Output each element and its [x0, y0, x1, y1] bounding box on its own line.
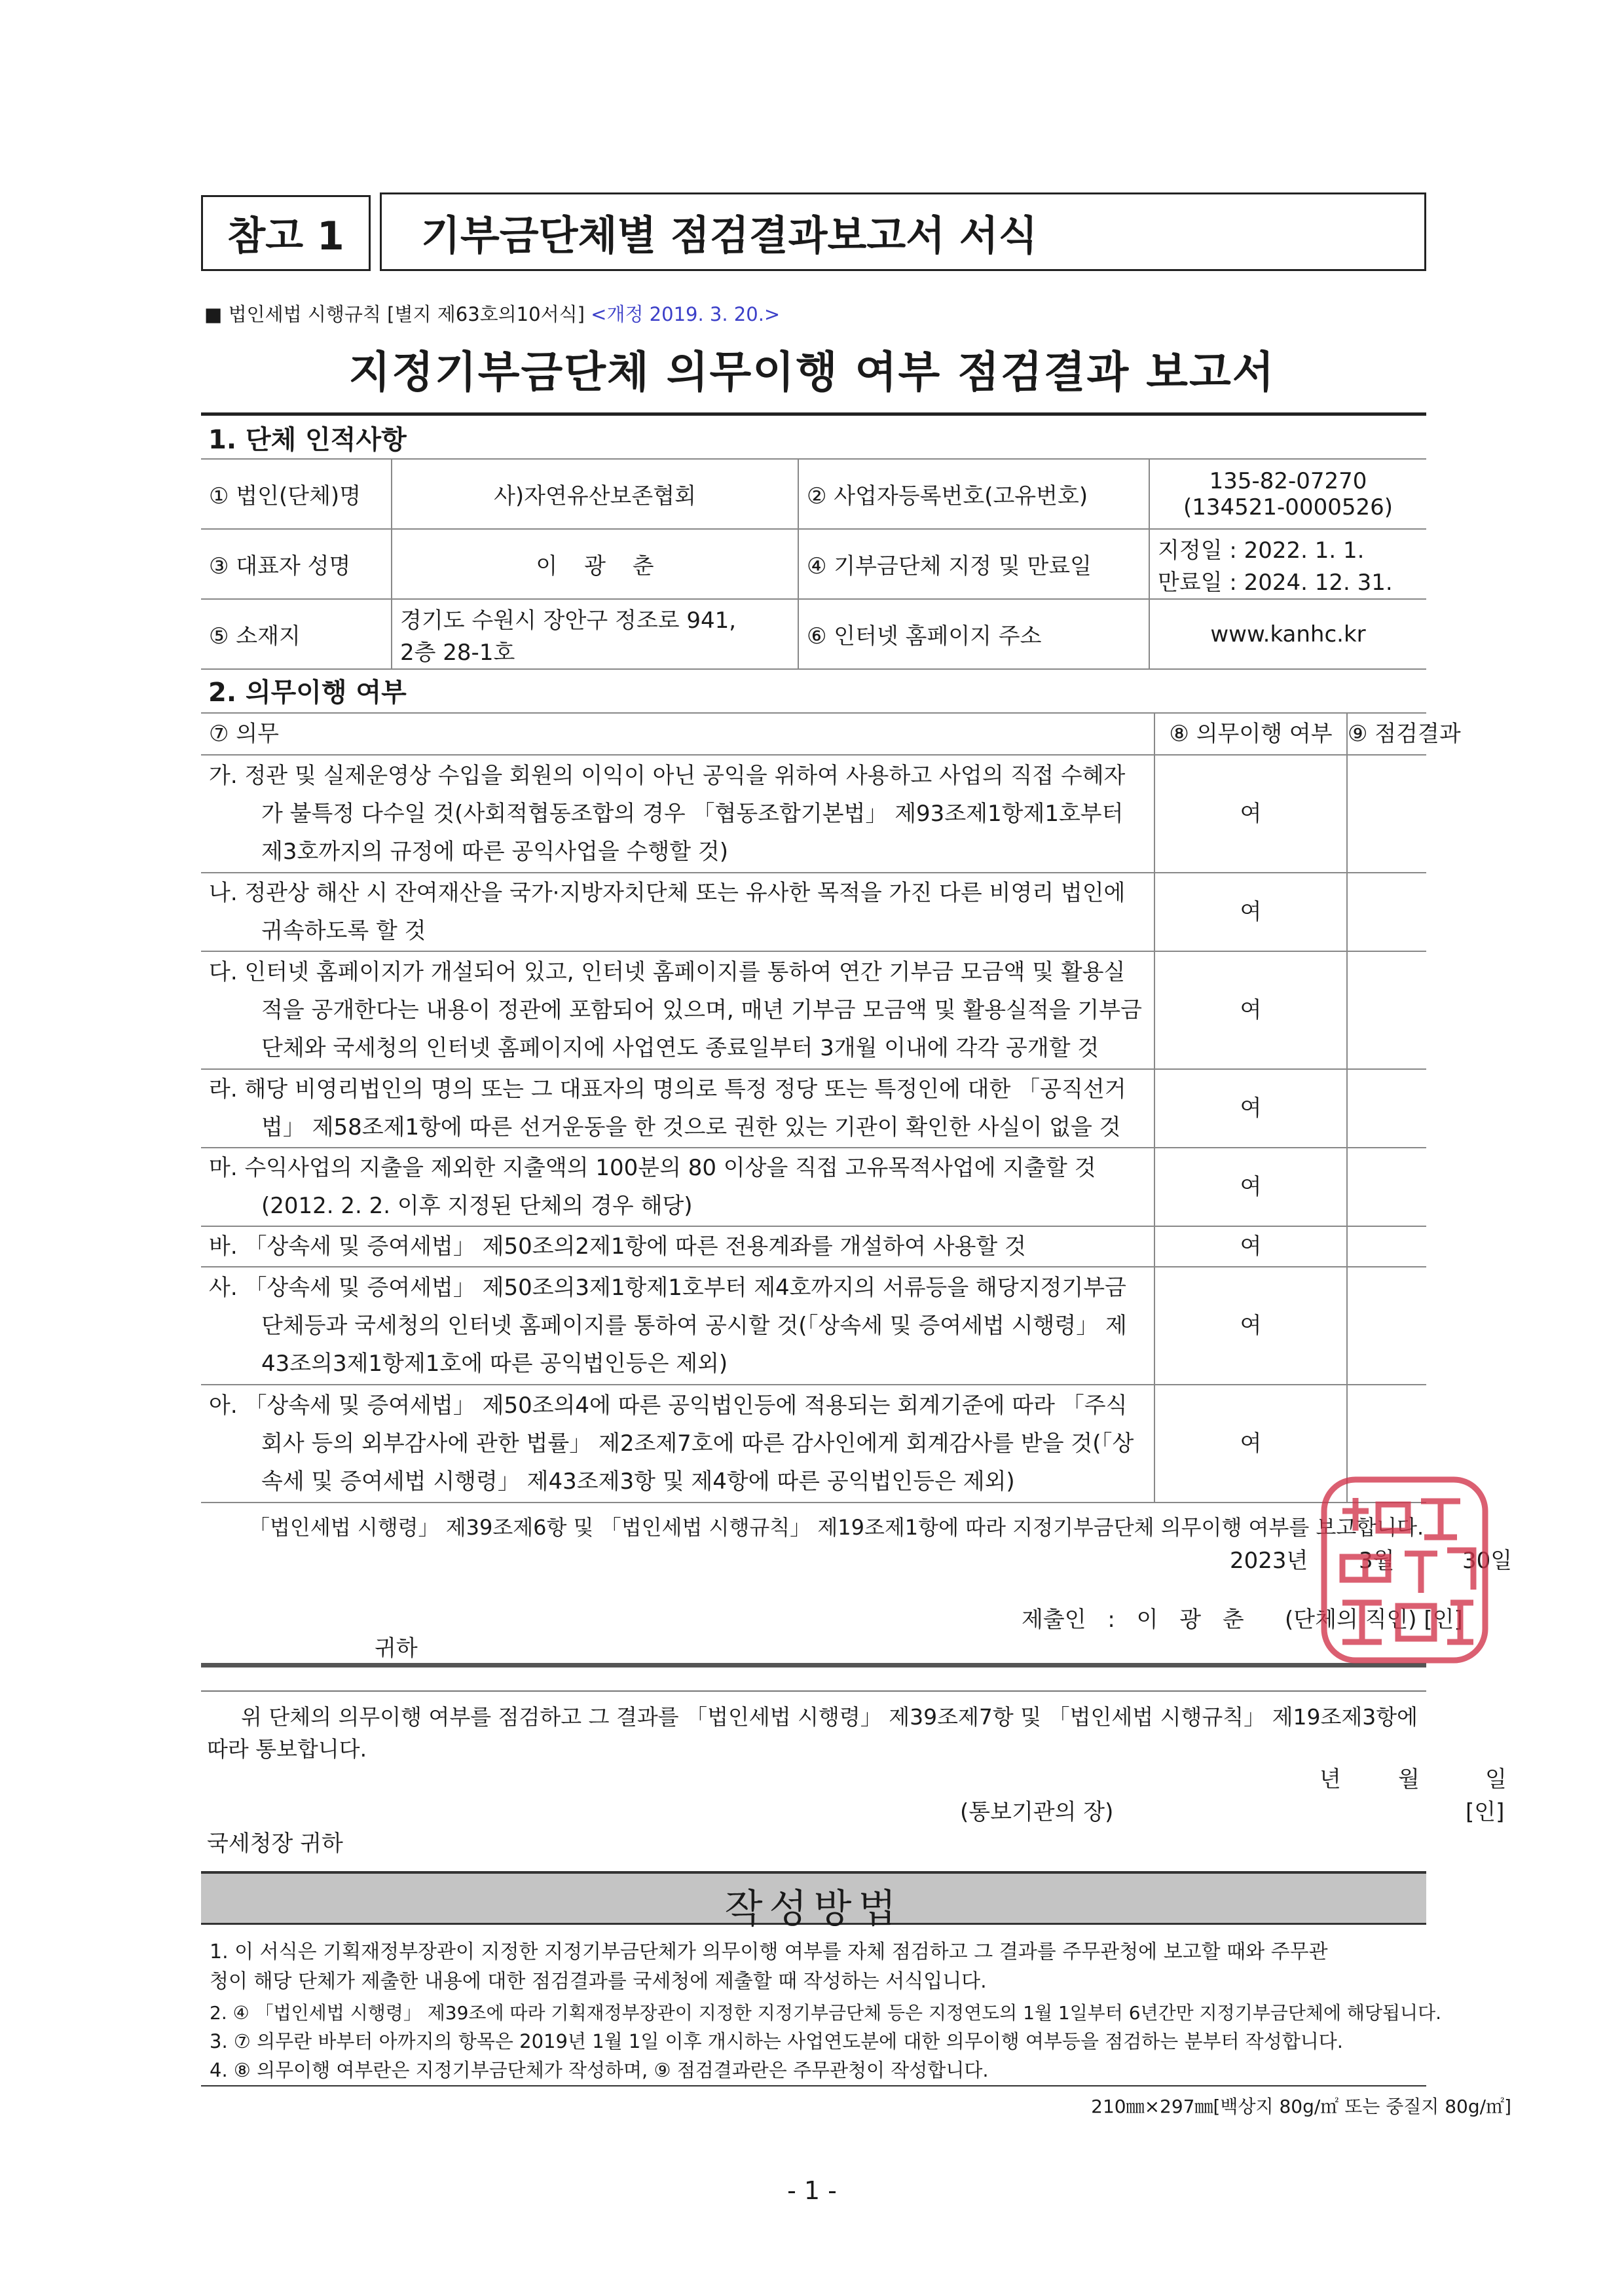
reference-label: 참고 1 [201, 195, 371, 271]
duty-result [1347, 755, 1426, 873]
notice-addressee: 국세청장 귀하 [207, 1831, 343, 1857]
duty-result [1347, 1226, 1426, 1267]
method-note: 청이 해당 단체가 제출한 내용에 대한 점검결과를 국세청에 제출할 때 작성하는 서식입니다. [210, 1970, 987, 1993]
official-seal-stamp [1316, 1472, 1493, 1668]
duty-result [1347, 951, 1426, 1069]
duty-text: 아. 「상속세 및 증여세법」 제50조의4에 따른 공익법인등에 적용되는 회계기준에 따라 「주식회사 등의 외부감사에 관한 법률」 제2조제7호에 따른 감사인에게 회계감사를 받을 것(「상속세 및 증여세법 시행령」 제43조제3항 및 제4항에 따른 공익법인등은 제외) [201, 1385, 1154, 1503]
duty-row [201, 1267, 1426, 1385]
info-table [201, 458, 1426, 670]
address-line1: 경기도 수원시 장안구 정조로 941, [400, 607, 737, 634]
status-column-header: ⑧ 의무이행 여부 [1154, 713, 1347, 755]
homepage-value: www.kanhc.kr [1149, 599, 1426, 669]
notice-day: 일 [1485, 1766, 1507, 1793]
duty-text: 나. 정관상 해산 시 잔여재산을 국가·지방자치단체 또는 유사한 목적을 가진 다른 비영리 법인에 귀속하도록 할 것 [201, 873, 1154, 951]
result-column-header: ⑨ 점검결과 [1347, 713, 1426, 755]
page-number: - 1 - [787, 2176, 837, 2205]
duty-status: 여 [1154, 1385, 1347, 1503]
duty-header-row [201, 713, 1426, 755]
business-number-label: ② 사업자등록번호(고유번호) [798, 459, 1149, 529]
duty-status: 여 [1154, 1267, 1347, 1385]
report-month: 3월 [1359, 1548, 1395, 1574]
notice-line2: 따라 통보합니다. [207, 1736, 367, 1762]
representative-value: 이 광 춘 [392, 529, 798, 599]
business-number: 135-82-07270 [1209, 467, 1367, 494]
duty-column-header: ⑦ 의무 [201, 713, 1154, 755]
duty-text: 다. 인터넷 홈페이지가 개설되어 있고, 인터넷 홈페이지를 통하여 연간 기부금 모금액 및 활용실적을 공개한다는 내용이 정관에 포함되어 있으며, 매년 기부금 모금액 및 활용실적을 기부금단체와 국세청의 인터넷 홈페이지에 사업연도 종료일부터 3개월 이내에 각각 공개할 것 [201, 951, 1154, 1069]
business-number-value [1149, 459, 1426, 529]
duty-row [201, 1148, 1426, 1226]
homepage-label: ⑥ 인터넷 홈페이지 주소 [798, 599, 1149, 669]
duty-row [201, 755, 1426, 873]
address-label: ⑤ 소재지 [201, 599, 392, 669]
paper-spec: 210㎜×297㎜[백상지 80g/㎡ 또는 중질지 80g/㎡] [1091, 2096, 1511, 2117]
section1-heading: 1. 단체 인적사항 [208, 425, 407, 455]
address-line2: 2층 28-1호 [400, 639, 515, 666]
notice-seal: [인] [1466, 1799, 1505, 1825]
duty-status: 여 [1154, 755, 1347, 873]
duty-status: 여 [1154, 873, 1347, 951]
notice-month: 월 [1398, 1766, 1420, 1793]
unique-number: (134521-0000526) [1183, 494, 1393, 520]
method-note: 4. ⑧ 의무이행 여부란은 지정기부금단체가 작성하며, ⑨ 점검결과란은 주무관청이 작성합니다. [210, 2059, 989, 2081]
designation-label: ④ 기부금단체 지정 및 만료일 [798, 529, 1149, 599]
divider [201, 1663, 1426, 1667]
duty-result [1347, 1148, 1426, 1226]
report-statement: 「법인세법 시행령」 제39조제6항 및 「법인세법 시행규칙」 제19조제1항에 따라 지정기부금단체 의무이행 여부를 보고합니다. [249, 1515, 1424, 1540]
corp-name-label: ① 법인(단체)명 [201, 459, 392, 529]
duty-row [201, 873, 1426, 951]
duty-result [1347, 1069, 1426, 1148]
duty-result [1347, 873, 1426, 951]
duty-table [201, 712, 1461, 1503]
info-row [201, 599, 1426, 669]
duty-row [201, 1069, 1426, 1148]
duty-result [1347, 1267, 1426, 1385]
submitter-seal-label: (단체의 직인) [인] [1285, 1607, 1463, 1633]
duty-status: 여 [1154, 951, 1347, 1069]
method-bar [201, 1871, 1426, 1932]
section-rule [201, 412, 1426, 416]
designation-value [1149, 529, 1426, 599]
address-value [392, 599, 798, 669]
header-title: 기부금단체별 점검결과보고서 서식 [380, 192, 1426, 271]
duty-row [201, 1226, 1426, 1267]
duty-row [201, 951, 1426, 1069]
notice-year: 년 [1320, 1766, 1341, 1793]
divider [201, 2085, 1426, 2086]
duty-text: 가. 정관 및 실제운영상 수입을 회원의 이익이 아닌 공익을 위하여 사용하고 사업의 직접 수혜자가 불특정 다수일 것(사회적협동조합의 경우 「협동조합기본법」 제93조제1항제1호부터 제3호까지의 규정에 따른 공익사업을 수행할 것) [201, 755, 1154, 873]
amendment-date: <개정 2019. 3. 20.> [591, 303, 781, 325]
duty-row [201, 1385, 1426, 1503]
divider [201, 1690, 1426, 1692]
duty-text: 사. 「상속세 및 증여세법」 제50조의3제1항제1호부터 제4호까지의 서류등을 해당지정기부금단체등과 국세청의 인터넷 홈페이지를 통하여 공시할 것(「상속세 및 증여세법 시행령」 제43조의3제1항제1호에 따른 공익법인등은 제외) [201, 1267, 1154, 1385]
notice-line1: 위 단체의 의무이행 여부를 점검하고 그 결과를 「법인세법 시행령」 제39조제7항 및 「법인세법 시행규칙」 제19조제3항에 [241, 1704, 1418, 1730]
duty-text: 마. 수익사업의 지출을 제외한 지출액의 100분의 80 이상을 직접 고유목적사업에 지출할 것 (2012. 2. 2. 이후 지정된 단체의 경우 해당) [201, 1148, 1154, 1226]
duty-status: 여 [1154, 1069, 1347, 1148]
duty-text: 바. 「상속세 및 증여세법」 제50조의2제1항에 따른 전용계좌를 개설하여 사용할 것 [201, 1226, 1154, 1267]
document-title: 지정기부금단체 의무이행 여부 점검결과 보고서 [348, 347, 1276, 397]
duty-status: 여 [1154, 1226, 1347, 1267]
method-note: 1. 이 서식은 기획재정부장관이 지정한 지정기부금단체가 의무이행 여부를 자체 점검하고 그 결과를 주무관청에 보고할 때와 주무관 [210, 1941, 1328, 1963]
duty-text: 라. 해당 비영리법인의 명의 또는 그 대표자의 명의로 특정 정당 또는 특정인에 대한 「공직선거법」 제58조제1항에 따른 선거운동을 한 것으로 권한 있는 기관이 확인한 사실이 없을 것 [201, 1069, 1154, 1148]
notice-authority: (통보기관의 장) [960, 1799, 1114, 1825]
corp-name-value: 사)자연유산보존협회 [392, 459, 798, 529]
submitter: 제출인 : 이 광 춘 [1022, 1607, 1244, 1633]
section2-heading: 2. 의무이행 여부 [208, 678, 407, 708]
info-row [201, 529, 1426, 599]
report-year: 2023년 [1230, 1548, 1308, 1574]
method-title: 작성방법 [724, 1886, 903, 1932]
designation-date: 지정일 : 2022. 1. 1. [1158, 537, 1365, 564]
form-reference [204, 300, 780, 327]
report-addressee: 귀하 [375, 1635, 418, 1662]
representative-label: ③ 대표자 성명 [201, 529, 392, 599]
expiry-date: 만료일 : 2024. 12. 31. [1158, 569, 1393, 596]
duty-status: 여 [1154, 1148, 1347, 1226]
info-row [201, 459, 1426, 529]
method-note: 3. ⑦ 의무란 바부터 아까지의 항목은 2019년 1월 1일 이후 개시하는 사업연도분에 대한 의무이행 여부등을 점검하는 분부터 작성합니다. [210, 2030, 1344, 2052]
report-day: 30일 [1462, 1548, 1513, 1574]
form-reference-text: ■ 법인세법 시행규칙 [별지 제63호의10서식] [204, 303, 585, 325]
method-note: 2. ④ 「법인세법 시행령」 제39조에 따라 기획재정부장관이 지정한 지정기부금단체 등은 지정연도의 1월 1일부터 6년간만 지정기부금단체에 해당됩니다. [210, 2002, 1442, 2024]
